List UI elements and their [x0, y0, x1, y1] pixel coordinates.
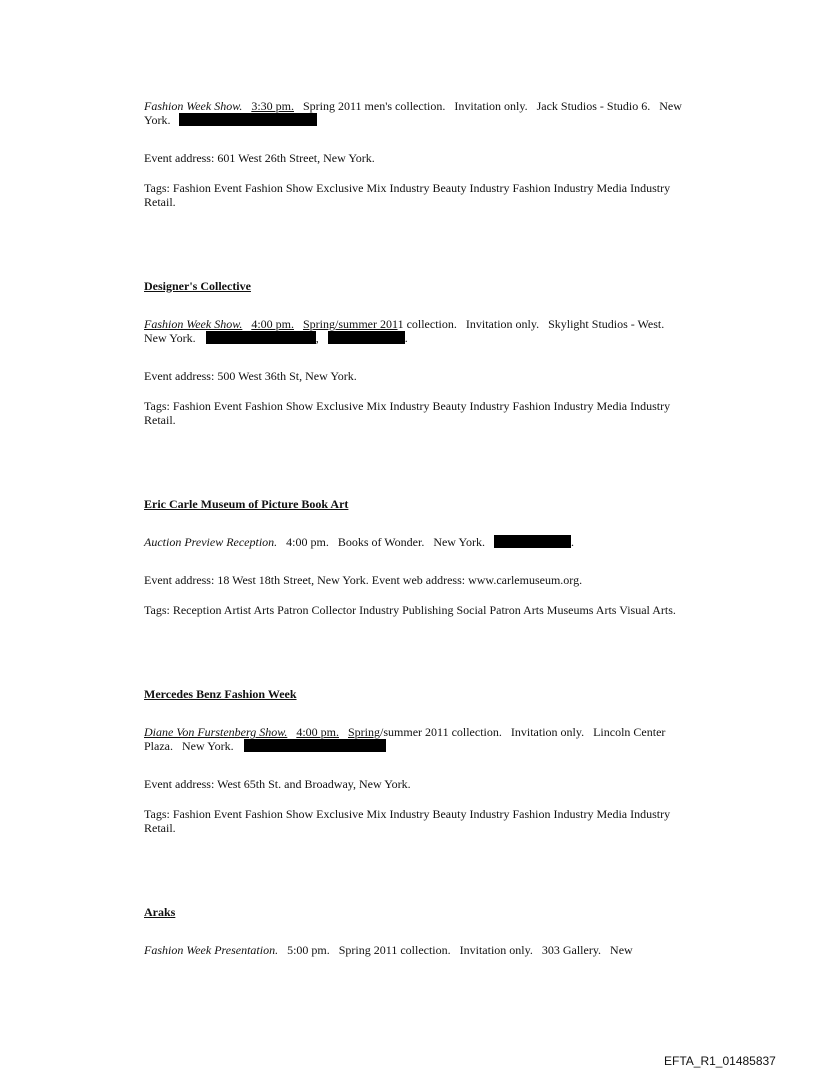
redaction-block — [494, 535, 571, 548]
entry4-tags-line1: Tags: Fashion Event Fashion Show Exclusive Mix Industry Beauty Industry Fashion Industry Media Industry — [144, 807, 671, 821]
entry4-time: 4:00 pm. — [296, 725, 339, 739]
entry4-line2 — [144, 739, 704, 753]
document-id: EFTA_R1_01485837 — [664, 1054, 776, 1068]
redaction-block — [179, 113, 317, 126]
entry3-heading: Eric Carle Museum of Picture Book Art — [144, 497, 349, 511]
entry3-end: . — [571, 535, 574, 549]
entry2-heading: Designer's Collective — [144, 279, 251, 293]
entry3-tags-line1: Tags: Reception Artist Arts Patron Collector Industry Publishing Social Patron Arts Museums Arts Visual Arts. — [144, 603, 676, 617]
entry4-tags-line2: Retail. — [144, 821, 176, 835]
entry2-address: Event address: 500 West 36th St, New York. — [144, 369, 357, 383]
entry2-season: Spring/summer 201 — [303, 317, 398, 331]
redaction-block — [206, 331, 316, 344]
entry4-address: Event address: West 65th St. and Broadway, New York. — [144, 777, 411, 791]
entry4-heading: Mercedes Benz Fashion Week — [144, 687, 297, 701]
entry2-city: New York. — [144, 331, 196, 345]
entry2-line2 — [144, 331, 704, 345]
entry1-details: Spring 2011 men's collection. Invitation only. Jack Studios - Studio 6. New — [303, 99, 682, 113]
entry2-time: 4:00 pm. — [251, 317, 294, 331]
entry1-title: Fashion Week Show. — [144, 99, 243, 113]
entry2-end: . — [404, 331, 408, 345]
entry1-address: Event address: 601 West 26th Street, New York. — [144, 151, 375, 165]
entry1-time: 3:30 pm. — [251, 99, 294, 113]
entry4-details: /summer 2011 collection. Invitation only. Lincoln Center — [380, 725, 666, 739]
entry2-details: 1 collection. Invitation only. Skylight Studios - West. — [397, 317, 665, 331]
entry5-line1 — [144, 943, 704, 957]
entry4-city: Plaza. New York. — [144, 739, 234, 753]
redaction-block — [244, 739, 386, 752]
entry1-tags-line1: Tags: Fashion Event Fashion Show Exclusive Mix Industry Beauty Industry Fashion Industry Media Industry — [144, 181, 671, 195]
entry2-separator: , — [315, 331, 319, 345]
entry2-line1 — [144, 317, 704, 331]
entry3-title: Auction Preview Reception. — [144, 535, 278, 549]
entry3-address: Event address: 18 West 18th Street, New York. Event web address: www.carlemuseum.org. — [144, 573, 583, 587]
entry2-title: Fashion Week Show. — [144, 317, 243, 331]
entry2-tags-line2: Retail. — [144, 413, 176, 427]
entry3-line1 — [144, 535, 704, 549]
entry5-details: 5:00 pm. Spring 2011 collection. Invitation only. 303 Gallery. New — [287, 943, 633, 957]
entry3-details: 4:00 pm. Books of Wonder. New York. — [286, 535, 485, 549]
entry1-line1 — [144, 99, 704, 113]
entry4-title: Diane Von Furstenberg Show. — [144, 725, 288, 739]
entry1-city: York. — [144, 113, 171, 127]
redaction-block — [328, 331, 405, 344]
entry5-heading: Araks — [144, 905, 176, 919]
entry4-line1 — [144, 725, 704, 739]
entry1-tags-line2: Retail. — [144, 195, 176, 209]
entry2-tags-line1: Tags: Fashion Event Fashion Show Exclusive Mix Industry Beauty Industry Fashion Industry Media Industry — [144, 399, 671, 413]
entry1-line2 — [144, 113, 704, 127]
entry5-title: Fashion Week Presentation. — [144, 943, 279, 957]
entry4-season: Spring — [348, 725, 381, 739]
